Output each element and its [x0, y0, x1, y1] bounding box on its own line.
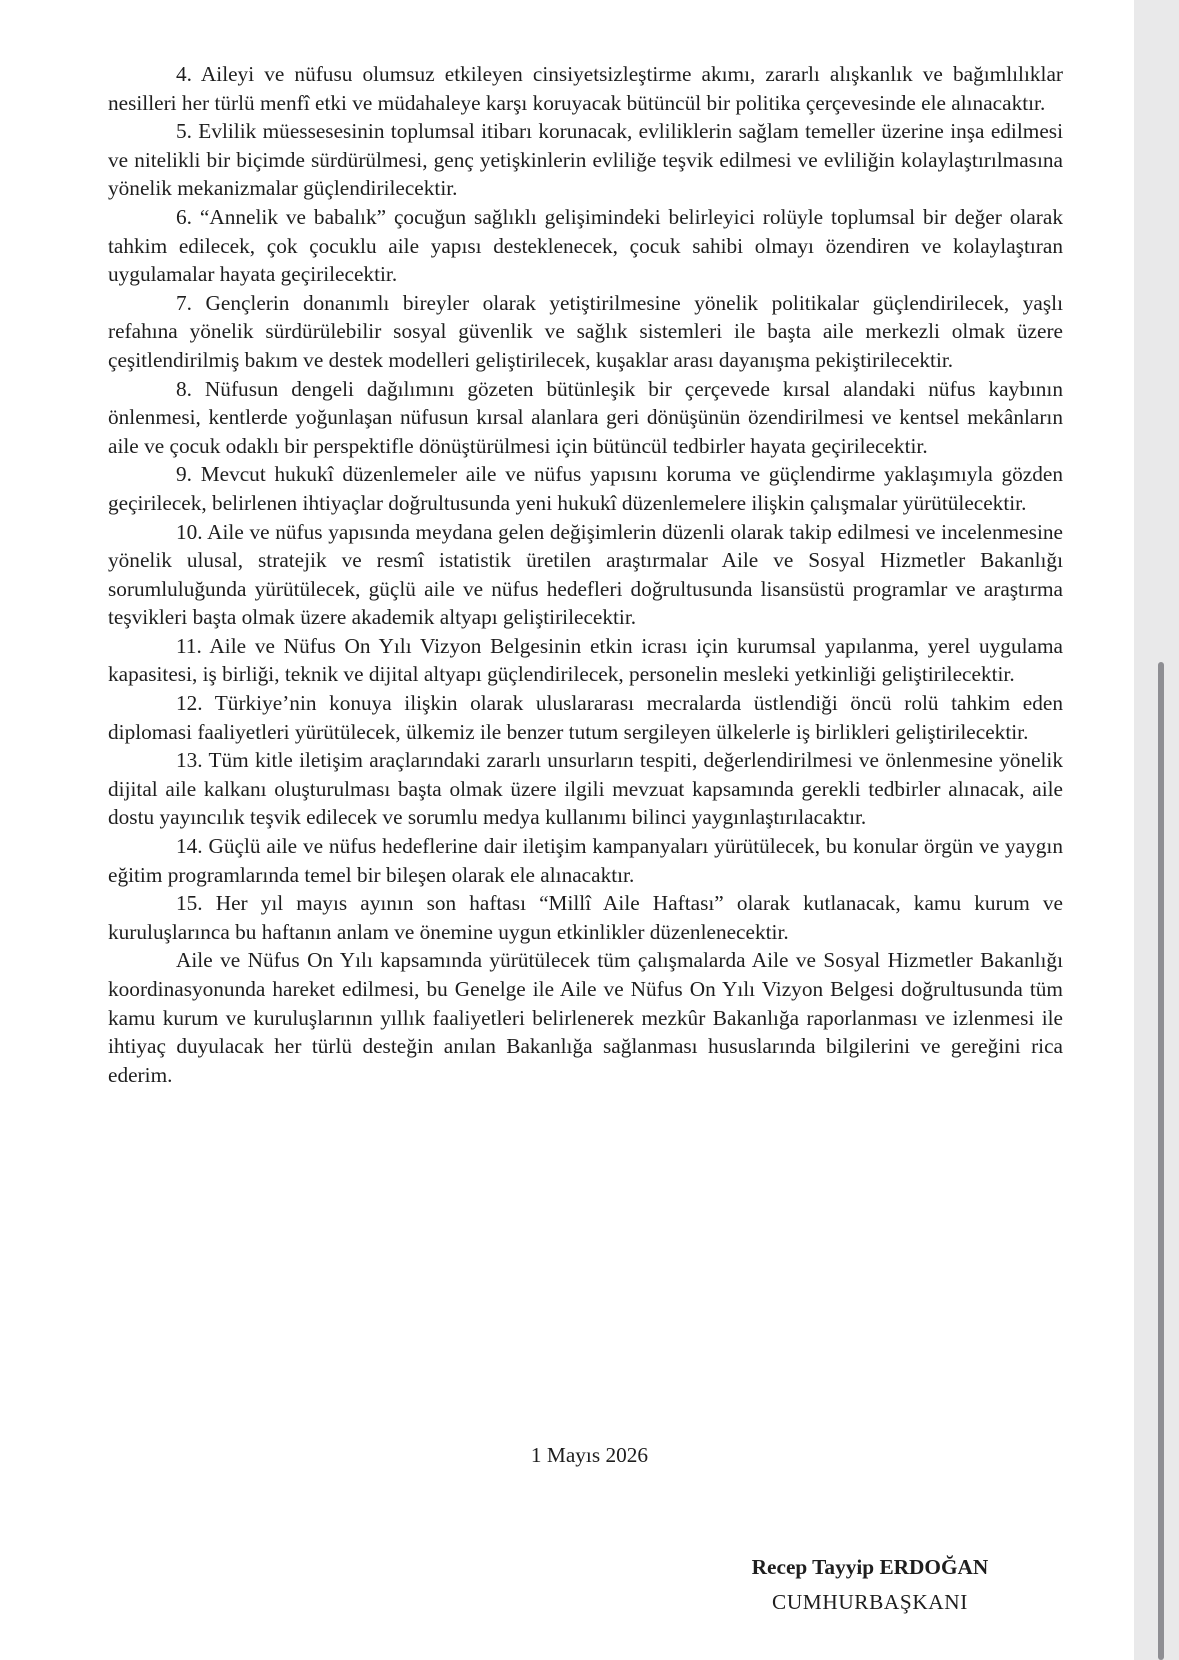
paragraph-item-12: 12. Türkiye’nin konuya ilişkin olarak uluslararası mecralarda üstlendiği öncü rolü tahkim eden diplomasi faaliyetleri yürütülecek, ülkemiz ile benzer tutum sergileyen ülkelerle iş birlikleri geliştirilecektir. [108, 691, 1063, 744]
document-body [108, 60, 1063, 1089]
paragraph-item-6: 6. “Annelik ve babalık” çocuğun sağlıklı gelişimindeki belirleyici rolüyle toplumsal bir değer olarak tahkim edilecek, çok çocuklu aile yapısı desteklenecek, çocuk sahibi olmayı özendiren ve kolaylaştıran uygulamalar hayata geçirilecektir. [108, 204, 1063, 287]
paragraph-item-11: 11. Aile ve Nüfus On Yılı Vizyon Belgesinin etkin icrası için kurumsal yapılanma, yerel uygulama kapasitesi, iş birliği, teknik ve dijital altyapı güçlendirilecek, personelin mesleki yetkinliği geliştirilecektir. [108, 633, 1063, 687]
signer-title: CUMHURBAŞKANI [772, 1590, 968, 1614]
document-date: 1 Mayıs 2026 [530, 1443, 649, 1467]
paragraph-item-8: 8. Nüfusun dengeli dağılımını gözeten bütünleşik bir çerçevede kırsal alandaki nüfus kaybının önlenmesi, kentlerde yoğunlaşan nüfusun kırsal alanlara geri dönüşünün özendirilmesi ve kentsel mekânların aile ve çocuk odaklı bir perspektifle dönüştürülmesi için bütüncül tedbirler hayata geçirilecektir. [108, 376, 1063, 458]
closing-paragraph: Aile ve Nüfus On Yılı kapsamında yürütülecek tüm çalışmalarda Aile ve Sosyal Hizmetler Bakanlığı koordinasyonunda hareket edilmesi, bu Genelge ile Aile ve Nüfus On Yılı Vizyon Belgesi doğrultusunda tüm kamu kurum ve kuruluşlarının yıllık faaliyetleri belirlenerek mezkûr Bakanlığa raporlanması ve izlenmesi ile ihtiyaç duyulacak her türlü desteğin anılan Bakanlığa sağlanması hususlarında bilgilerini ve gereğini rica ederim. [108, 948, 1063, 1087]
scrollbar-track [1134, 0, 1179, 1660]
paragraph-item-7: 7. Gençlerin donanımlı bireyler olarak yetiştirilmesine yönelik politikalar güçlendirilecek, yaşlı refahına yönelik sürdürülebilir sosyal güvenlik ve sağlık sistemleri ile başta aile merkezli olmak üzere çeşitlendirilmiş bakım ve destek modelleri geliştirilecek, kuşaklar arası dayanışma pekiştirilecektir. [108, 290, 1063, 372]
paragraph-item-10: 10. Aile ve nüfus yapısında meydana gelen değişimlerin düzenli olarak takip edilmesi ve incelenmesine yönelik ulusal, stratejik ve resmî istatistik üretilen araştırmalar Aile ve Sosyal Hizmetler Bakanlığı sorumluluğunda yürütülecek, güçlü aile ve nüfus hedefleri doğrultusunda lisansüstü programlar ve araştırma teşvikleri başta olmak üzere akademik altyapı geliştirilecektir. [108, 519, 1063, 630]
paragraph-item-4: 4. Aileyi ve nüfusu olumsuz etkileyen cinsiyetsizleştirme akımı, zararlı alışkanlık ve bağımlılıklar nesilleri her türlü menfî etki ve müdahaleye karşı koruyacak bütüncül bir politika çerçevesinde ele alınacaktır. [108, 62, 1063, 115]
paragraph-item-14: 14. Güçlü aile ve nüfus hedeflerine dair iletişim kampanyaları yürütülecek, bu konular örgün ve yaygın eğitim programlarında temel bir bileşen olarak ele alınacaktır. [108, 834, 1063, 887]
paragraph-item-5: 5. Evlilik müessesesinin toplumsal itibarı korunacak, evliliklerin sağlam temeller üzerine inşa edilmesi ve nitelikli bir biçimde sürdürülmesi, genç yetişkinlerin evliliğe teşvik edilmesi ve evliliğin kolaylaştırılmasına yönelik mekanizmalar güçlendirilecektir. [108, 119, 1063, 201]
signer-name: Recep Tayyip ERDOĞAN [751, 1555, 989, 1579]
paragraph-item-13: 13. Tüm kitle iletişim araçlarındaki zararlı unsurların tespiti, değerlendirilmesi ve önlenmesine yönelik dijital aile kalkanı oluşturulması başta olmak üzere ilgili mevzuat kapsamında gerekli tedbirler alınacak, aile dostu yayıncılık teşvik edilecek ve sorumlu medya kullanımı bilinci yaygınlaştırılacaktır. [108, 748, 1063, 830]
scrollbar-thumb[interactable] [1158, 662, 1164, 1660]
paragraph-item-9: 9. Mevcut hukukî düzenlemeler aile ve nüfus yapısını koruma ve güçlendirme yaklaşımıyla gözden geçirilecek, belirlenen ihtiyaçlar doğrultusunda yeni hukukî düzenlemelere ilişkin çalışmalar yürütülecektir. [108, 462, 1063, 515]
paragraph-item-15: 15. Her yıl mayıs ayının son haftası “Millî Aile Haftası” olarak kutlanacak, kamu kurum ve kuruluşlarınca bu haftanın anlam ve önemine uygun etkinlikler düzenlenecektir. [108, 891, 1063, 944]
